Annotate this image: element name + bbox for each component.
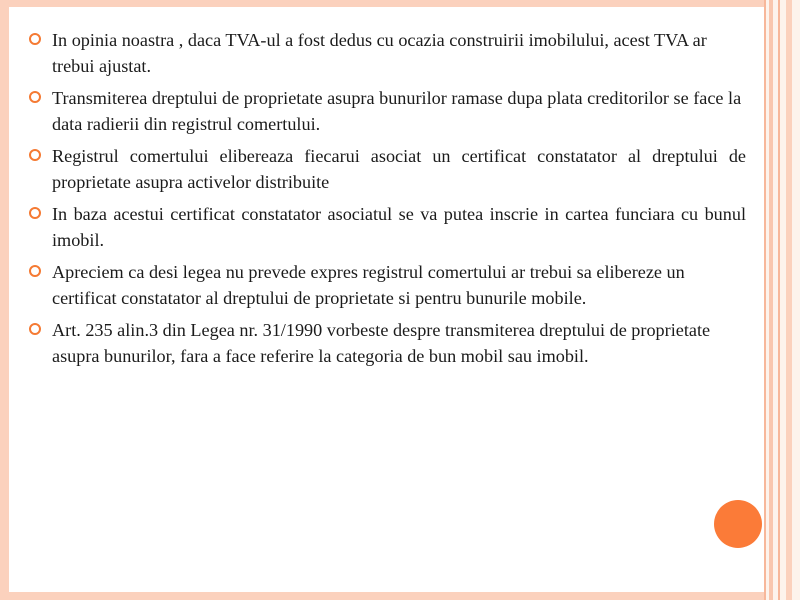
- frame-top-border: [0, 0, 800, 7]
- bullet-text: Apreciem ca desi legea nu prevede expres registrul comertului ar trebui sa elibereze un certificat constatator al dreptului de proprietate si pentru bunurile mobile.: [52, 262, 685, 308]
- bullet-text: In baza acestui certificat constatator asociatul se va putea inscrie in cartea funciara cu bunul imobil.: [52, 204, 746, 250]
- decorative-stripe: [764, 0, 766, 600]
- circle-bullet-icon: [29, 33, 41, 45]
- circle-bullet-icon: [29, 149, 41, 161]
- bullet-list: [28, 27, 746, 375]
- bullet-item: [28, 85, 746, 137]
- circle-bullet-icon: [29, 207, 41, 219]
- bullet-text: Transmiterea dreptului de proprietate asupra bunurilor ramase dupa plata creditorilor se face la data radierii din registrul comertului.: [52, 88, 742, 134]
- bullet-item: [28, 27, 746, 79]
- decorative-stripe: [769, 0, 773, 600]
- decorative-orange-circle: [714, 500, 762, 548]
- circle-bullet-icon: [29, 265, 41, 277]
- bullet-item: [28, 143, 746, 195]
- bullet-item: [28, 259, 746, 311]
- decorative-stripe: [786, 0, 792, 600]
- bullet-item: [28, 317, 746, 369]
- bullet-item: [28, 201, 746, 253]
- bullet-text: Registrul comertului elibereaza fiecarui asociat un certificat constatator al dreptului de proprietate asupra activelor distribuite: [52, 146, 746, 192]
- circle-bullet-icon: [29, 323, 41, 335]
- bullet-text: Art. 235 alin.3 din Legea nr. 31/1990 vorbeste despre transmiterea dreptului de proprietate asupra bunurilor, fara a face referire la categoria de bun mobil sau imobil.: [52, 320, 711, 366]
- frame-left-border: [0, 0, 9, 600]
- frame-bottom-border: [0, 592, 800, 600]
- circle-bullet-icon: [29, 91, 41, 103]
- bullet-text: In opinia noastra , daca TVA-ul a fost dedus cu ocazia construirii imobilului, acest TVA ar trebui ajustat.: [52, 30, 707, 76]
- decorative-stripe: [778, 0, 780, 600]
